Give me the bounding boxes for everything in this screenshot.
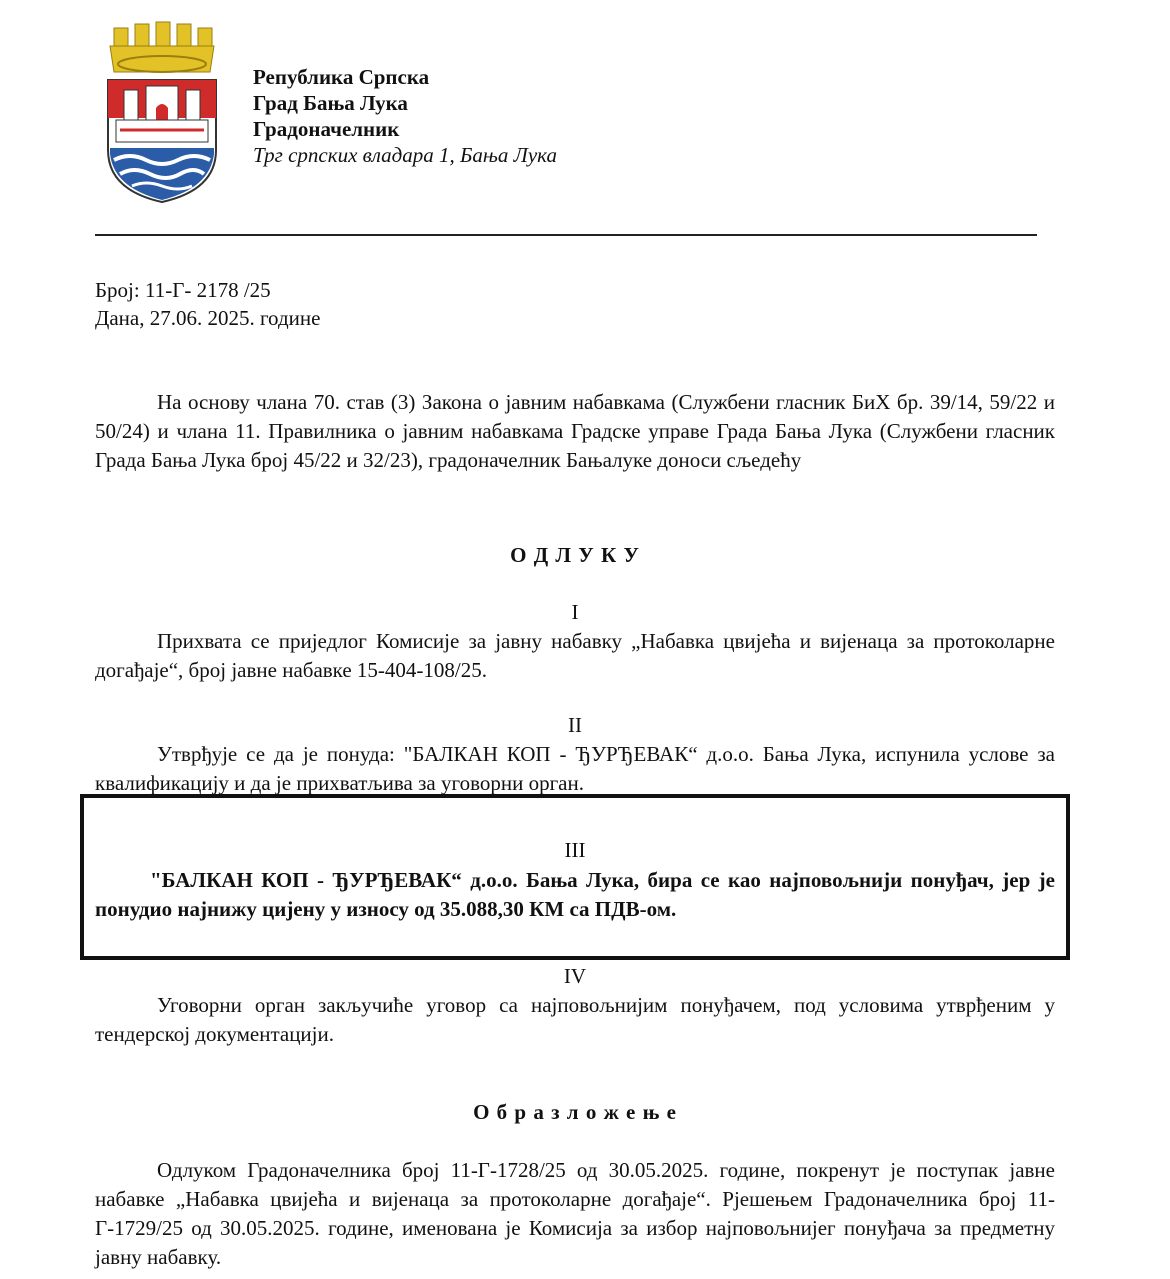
section-i-numeral: I <box>571 600 579 624</box>
reasoning-title: О б р а з л о ж е њ е <box>473 1100 677 1124</box>
section-iv-text: Уговорни орган закључиће уговор са најповољнијим понуђачем, под условима утврђеним у тендерској документацији. <box>95 993 1055 1046</box>
section-ii-text: Утврђује се да је понуда: "БАЛКАН КОП - ЂУРЂЕВАК“ д.о.о. Бања Лука, испунила услове за квалификацију и да је прихватљива за уговорни орган. <box>95 742 1055 795</box>
decision-title: О Д Л У К У <box>510 543 640 567</box>
republic-name: Република Српска <box>253 65 430 89</box>
document-number: Број: 11-Г- 2178 /25 <box>95 278 271 302</box>
document-meta <box>95 276 320 332</box>
header-divider <box>95 234 1037 236</box>
section-iii-text: "БАЛКАН КОП - ЂУРЂЕВАК“ д.о.о. Бања Лука, бира се као најповољнији понуђач, јер је понудио најнижу цијену у износу од 35.088,30 КМ са ПДВ-ом. <box>95 868 1055 921</box>
section-ii-numeral: II <box>568 713 582 737</box>
intro-paragraph: На основу члана 70. став (3) Закона о јавним набавкама (Службени гласник БиХ бр. 39/14, 59/22 и 50/24) и члана 11. Правилника о јавним набавкама Градске управе Града Бања Лука (Службени гласник Града Бања Лука број 45/22 и 32/23), градоначелник Бањалуке доноси сљедећу <box>95 390 1055 472</box>
crown-icon <box>110 22 214 72</box>
office-name: Градоначелник <box>253 117 400 141</box>
section-iv-numeral: IV <box>563 964 587 988</box>
document-date: Дана, 27.06. 2025. године <box>95 306 321 330</box>
shield-icon <box>108 80 216 202</box>
section-i-text: Прихвата се приједлог Комисије за јавну набавку „Набавка цвијећа и вијенаца за протоколарне догађаје“, број јавне набавке 15-404-108/25. <box>95 629 1055 682</box>
city-name: Град Бања Лука <box>253 91 408 115</box>
reasoning-text: Одлуком Градоначелника број 11-Г-1728/25 од 30.05.2025. године, покренут је поступак јавне набавке „Набавка цвијећа и вијенаца за протоколарне догађаје“. Рјешењем Градоначелника број 11-Г-1729/25 од 30.05.2025. године, именована је Комисија за избор најповољнијег понуђача за предметну јавну набавку. <box>95 1158 1055 1269</box>
section-iii-numeral: III <box>564 838 586 862</box>
coat-of-arms-logo <box>100 20 220 208</box>
letterhead <box>253 64 557 168</box>
address: Трг српских владара 1, Бања Лука <box>253 143 557 167</box>
